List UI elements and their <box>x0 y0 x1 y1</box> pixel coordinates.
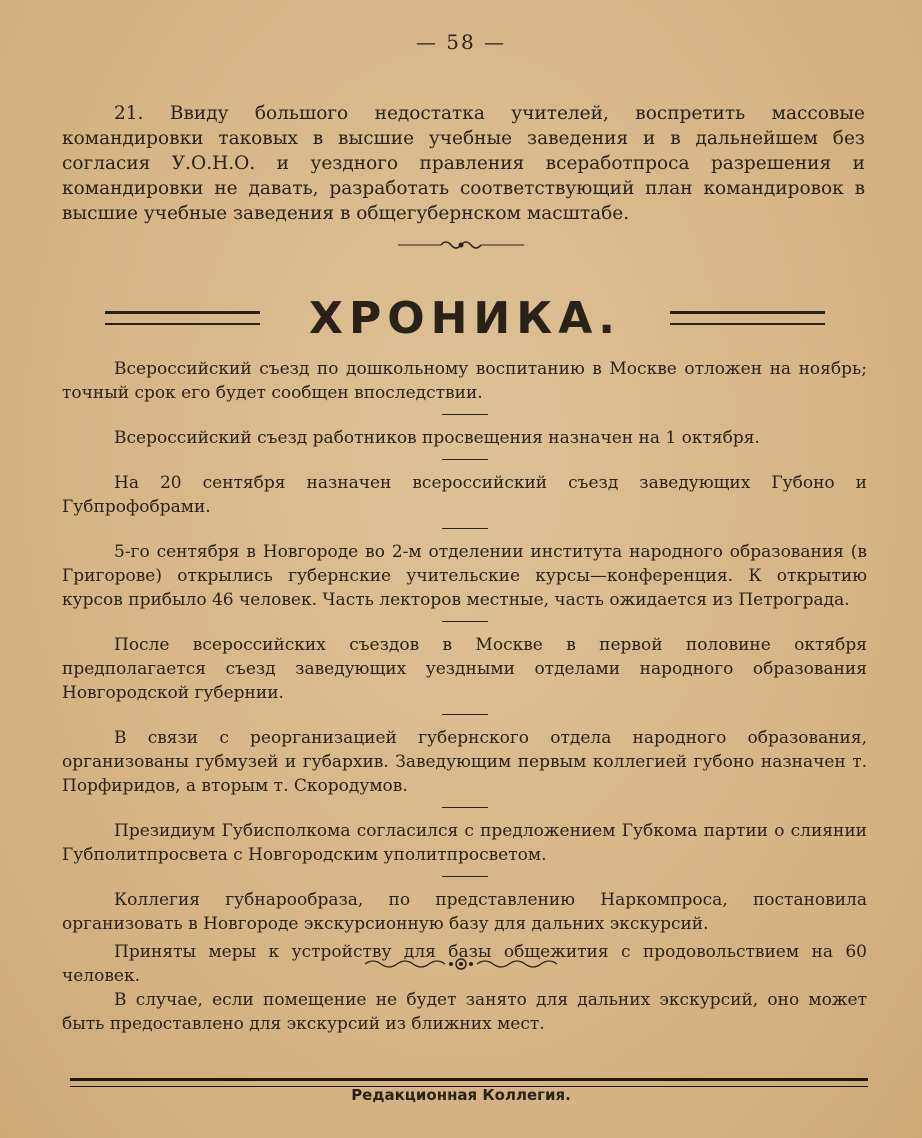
item-separator <box>442 876 488 877</box>
ornament-divider-bottom <box>0 955 922 977</box>
item-separator <box>442 714 488 715</box>
chronicle-item: На 20 сентября назначен всероссийский съезд заведующих Губоно и Губпрофобрами. <box>62 473 867 517</box>
item-separator <box>442 807 488 808</box>
item-separator <box>442 528 488 529</box>
heading-rule-right <box>670 311 825 325</box>
section-heading-row <box>105 288 825 348</box>
chronicle-list <box>62 357 867 1036</box>
page-number: — 58 — <box>415 30 507 54</box>
item-separator <box>442 414 488 415</box>
chronicle-item: Приняты меры к устройству для базы общежития с продовольствием на 60 человек. <box>62 942 867 986</box>
heading-rule-left <box>105 311 260 325</box>
chronicle-item: Коллегия губнарообраза, по представлению Наркомпроса, постановила организовать в Новгороде экскурсионную базу для дальних экскурсий. <box>62 890 867 934</box>
chronicle-item: В связи с реорганизацией губернского отдела народного образования, организованы губмузей и губархив. Заведующим первым коллегией губоно назначен т. Порфиридов, а вторым т. Скородумов. <box>62 728 867 796</box>
chronicle-item: После всероссийских съездов в Москве в первой половине октября предполагается съезд заведующих уездными отделами народного образования Новгородской губернии. <box>62 635 867 703</box>
chronicle-item: Всероссийский съезд работников просвещения назначен на 1 октября. <box>114 428 760 448</box>
paragraph-21: 21. Ввиду большого недостатка учителей, воспретить массовые командировки таковых в высшие учебные заведения и в дальнейшем без согласия У.О.Н.О. и уездного правления всеработпроса разрешения и командировки не давать, разработать соответствующий план командировок в высшие учебные заведения в общегубернском масштабе. <box>62 102 865 224</box>
chronicle-item: Всероссийский съезд по дошкольному воспитанию в Москве отложен на ноябрь; точный срок его будет сообщен впоследствии. <box>62 359 867 403</box>
item-separator <box>442 459 488 460</box>
section-title: ХРОНИКА. <box>309 292 621 344</box>
chronicle-item: Президиум Губисполкома согласился с предложением Губкома партии о слиянии Губполитпросвета с Новгородским уполитпросветом. <box>62 821 867 865</box>
ornament-divider-top <box>0 237 922 256</box>
ornament-flourish-icon <box>396 238 526 252</box>
item-separator <box>442 621 488 622</box>
footer-signature: Редакционная Коллегия. <box>351 1086 571 1104</box>
chronicle-item: В случае, если помещение не будет занято для дальних экскурсий, оно может быть предоставлено для экскурсий из ближних мест. <box>62 990 867 1034</box>
chronicle-item: 5-го сентября в Новгороде во 2-м отделении института народного образования (в Григорове) открылись губернские учительские курсы—конференция. К открытию курсов прибыло 46 человек. Часть лекторов местные, часть ожидается из Петрограда. <box>62 542 867 610</box>
ornament-flourish-icon <box>361 955 561 973</box>
